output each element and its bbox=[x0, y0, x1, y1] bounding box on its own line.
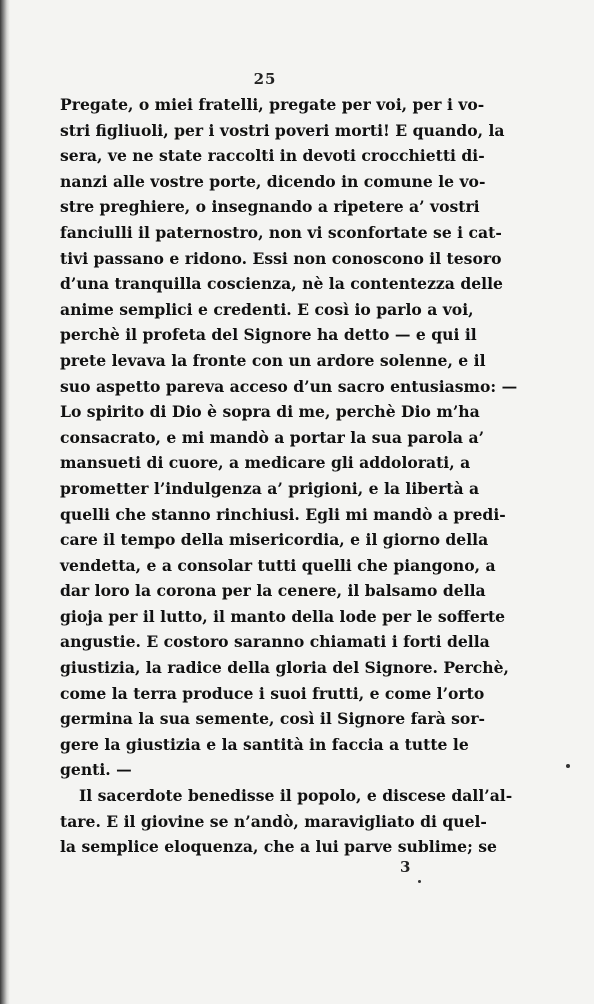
text-line: Lo spirito di Dio è sopra di me, perchè Dio m’ha bbox=[60, 402, 480, 422]
text-line: nanzi alle vostre porte, dicendo in comune le vo- bbox=[60, 171, 486, 191]
text-line: quelli che stanno rinchiusi. Egli mi mandò a predi- bbox=[60, 504, 506, 524]
text-line: stre preghiere, o insegnando a ripetere a’ vostri bbox=[60, 197, 480, 217]
text-line: suo aspetto pareva acceso d’un sacro entusiasmo: — bbox=[60, 376, 518, 396]
text-line: la semplice eloquenza, che a lui parve sublime; se bbox=[60, 837, 497, 857]
text-line: gere la giustizia e la santità in faccia a tutte le bbox=[60, 734, 469, 754]
ink-speck bbox=[418, 880, 421, 883]
signature-mark: 3 bbox=[400, 858, 411, 876]
text-line: Pregate, o miei fratelli, pregate per voi, per i vo- bbox=[60, 95, 485, 114]
text-line: fanciulli il paternostro, non vi sconfortate se i cat- bbox=[60, 222, 502, 242]
text-line: giustizia, la radice della gloria del Signore. Perchè, bbox=[60, 658, 509, 678]
text-line: prometter l’indulgenza a’ prigioni, e la libertà a bbox=[60, 478, 480, 498]
text-line: tare. E il giovine se n’andò, maravigliato di quel- bbox=[60, 811, 487, 831]
ink-speck bbox=[566, 764, 570, 768]
body-text bbox=[60, 92, 518, 860]
text-line: sera, ve ne state raccolti in devoti crocchietti di- bbox=[60, 146, 485, 166]
text-line: germina la sua semente, così il Signore farà sor- bbox=[60, 709, 486, 729]
page-spine-shadow bbox=[0, 0, 10, 1004]
text-line: gioja per il lutto, il manto della lode per le sofferte bbox=[60, 606, 506, 626]
text-line: vendetta, e a consolar tutti quelli che piangono, a bbox=[60, 555, 496, 575]
text-line: come la terra produce i suoi frutti, e come l’orto bbox=[60, 683, 485, 703]
text-line: perchè il profeta del Signore ha detto — e qui il bbox=[60, 325, 477, 345]
text-line: tivi passano e ridono. Essi non conoscono il tesoro bbox=[60, 248, 502, 268]
text-line: angustie. E costoro saranno chiamati i forti della bbox=[60, 632, 490, 652]
text-line: genti. — bbox=[60, 760, 132, 780]
text-line: mansueti di cuore, a medicare gli addolorati, a bbox=[60, 453, 471, 473]
text-line: care il tempo della misericordia, e il giorno della bbox=[60, 530, 489, 550]
text-line: stri figliuoli, per i vostri poveri morti! E quando, la bbox=[60, 120, 505, 140]
page-number: 25 bbox=[253, 70, 277, 88]
text-line: consacrato, e mi mandò a portar la sua parola a’ bbox=[60, 427, 484, 447]
text-line: Il sacerdote benedisse il popolo, e discese dall’al- bbox=[79, 786, 513, 806]
text-line: dar loro la corona per la cenere, il balsamo della bbox=[60, 581, 486, 601]
text-line: anime semplici e credenti. E così io parlo a voi, bbox=[60, 299, 474, 319]
text-line: prete levava la fronte con un ardore solenne, e il bbox=[60, 350, 486, 370]
text-line: d’una tranquilla coscienza, nè la contentezza delle bbox=[60, 274, 503, 294]
